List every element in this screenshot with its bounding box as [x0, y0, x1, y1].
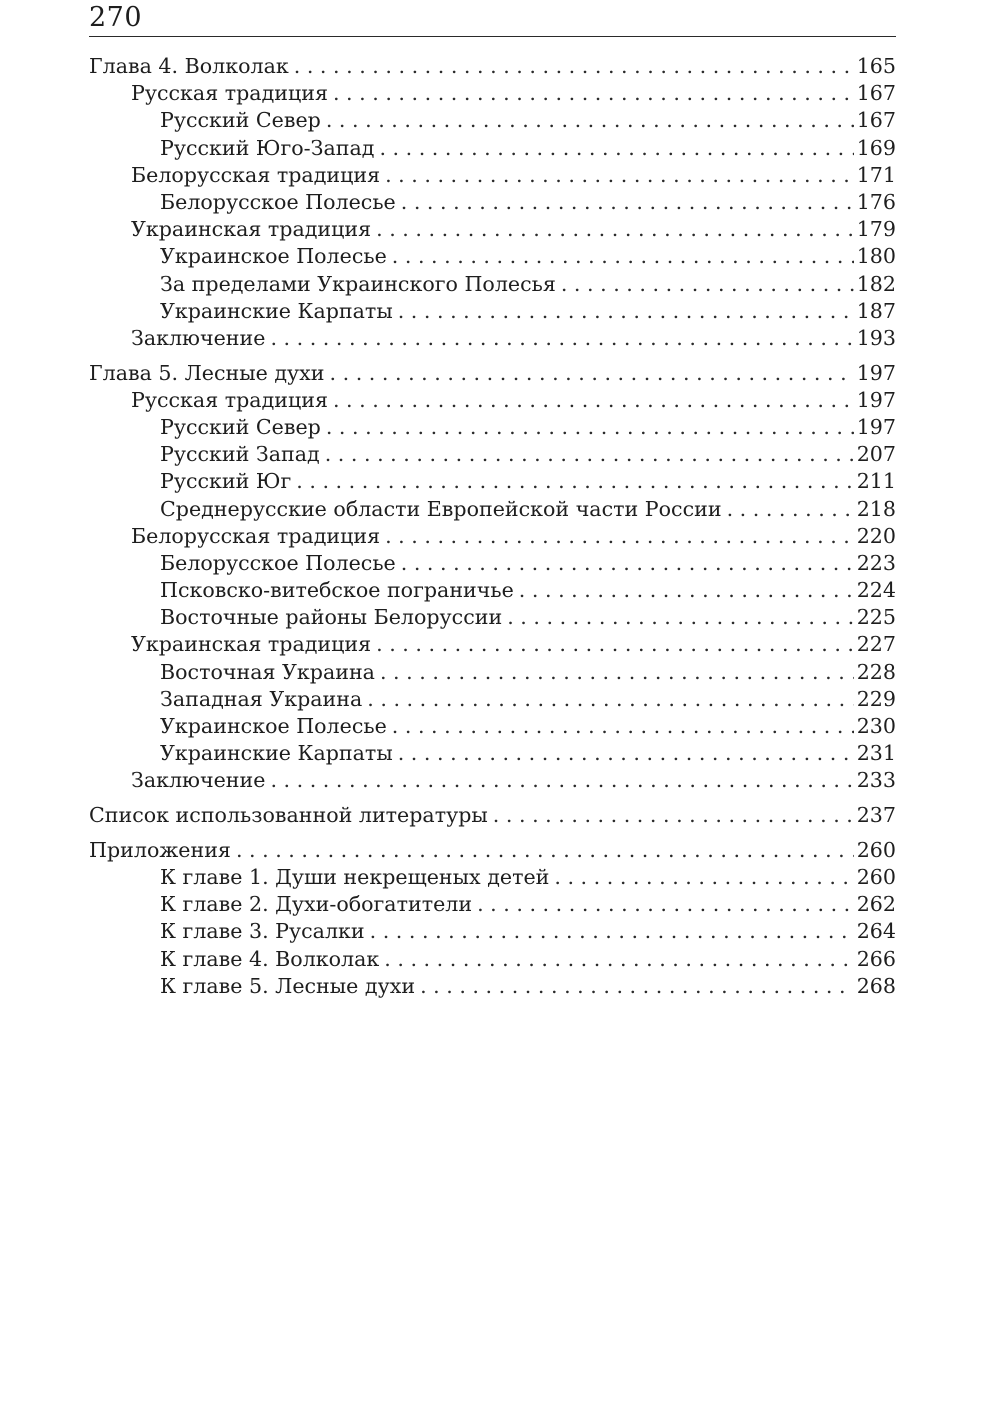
toc-entry-title: Глава 4. Волколак [89, 54, 289, 78]
toc-entry[interactable] [89, 577, 896, 604]
toc-leader-dots [493, 802, 854, 829]
toc-entry-page: 260 [856, 864, 896, 889]
toc-entry-title: Псковско-витебское пограничье [160, 578, 514, 603]
toc-leader-dots [420, 973, 854, 1000]
toc-leader-dots [270, 325, 853, 352]
toc-entry-title: Русский Север [160, 108, 321, 133]
toc-leader-dots [477, 891, 854, 918]
toc-entry-page: 223 [856, 550, 896, 575]
toc-entry-title: Русский Север [160, 414, 321, 439]
toc-entry[interactable] [89, 740, 896, 767]
toc-entry-page: 207 [856, 442, 896, 467]
toc-entry-page: 268 [856, 973, 896, 998]
toc-entry-title: К главе 4. Волколак [160, 946, 380, 971]
toc-entry[interactable] [89, 271, 896, 298]
toc-entry-page: 197 [856, 360, 896, 385]
toc-entry-page: 220 [856, 523, 896, 548]
toc-entry[interactable] [89, 80, 896, 107]
toc-entry[interactable] [89, 135, 896, 162]
toc-entry-page: 264 [856, 919, 896, 944]
toc-entry-page: 179 [856, 217, 896, 242]
toc-entry[interactable] [89, 298, 896, 325]
toc-entry-page: 165 [856, 54, 896, 78]
toc-entry-page: 229 [856, 686, 896, 711]
toc-entry-title: Список использованной литературы [89, 803, 488, 828]
toc-entry[interactable] [89, 325, 896, 352]
toc-leader-dots [296, 468, 853, 495]
toc-entry-page: 260 [856, 837, 896, 862]
toc-entry-title: Среднерусские области Европейской части России [160, 496, 722, 521]
toc-entry[interactable] [89, 713, 896, 740]
toc-leader-dots [385, 162, 854, 189]
toc-leader-dots [392, 243, 854, 270]
toc-entry[interactable] [89, 162, 896, 189]
toc-entry[interactable] [89, 523, 896, 550]
header-rule [89, 36, 896, 37]
toc-entry[interactable] [89, 973, 896, 1000]
toc-entry[interactable] [89, 53, 896, 80]
toc-entry-page: 193 [856, 325, 896, 350]
toc-entry-page: 167 [856, 108, 896, 133]
toc-entry[interactable] [89, 441, 896, 468]
toc-leader-dots [380, 659, 854, 686]
toc-entry-page: 233 [856, 768, 896, 793]
toc-entry-title: Глава 5. Лесные духи [89, 360, 325, 385]
toc-entry-page: 231 [856, 741, 896, 766]
toc-leader-dots [727, 496, 854, 523]
toc-entry[interactable] [89, 387, 896, 414]
toc-leader-dots [325, 441, 854, 468]
toc-entry-title: Восточные районы Белоруссии [160, 605, 503, 630]
toc-entry[interactable] [89, 837, 896, 864]
toc-leader-dots [333, 80, 854, 107]
toc-entry[interactable] [89, 216, 896, 243]
toc-entry-title: Русский Юг [160, 469, 292, 494]
toc-entry[interactable] [89, 550, 896, 577]
toc-entry-title: Русская традиция [131, 387, 328, 412]
toc-entry-title: Русский Запад [160, 442, 320, 467]
toc-entry[interactable] [89, 686, 896, 713]
toc-entry[interactable] [89, 946, 896, 973]
toc-entry-title: Украинская традиция [131, 632, 372, 657]
toc-leader-dots [561, 271, 854, 298]
toc-leader-dots [401, 550, 854, 577]
toc-entry-title: Западная Украина [160, 686, 363, 711]
toc-leader-dots [392, 713, 854, 740]
page-number: 270 [89, 2, 143, 33]
toc-entry[interactable] [89, 243, 896, 270]
toc-leader-dots [519, 577, 854, 604]
toc-entry-page: 262 [856, 892, 896, 917]
table-of-contents [89, 53, 896, 1000]
toc-entry[interactable] [89, 107, 896, 134]
toc-entry-title: Заключение [131, 768, 266, 793]
toc-entry-page: 197 [856, 414, 896, 439]
toc-entry-title: Белорусское Полесье [160, 550, 396, 575]
toc-entry[interactable] [89, 891, 896, 918]
toc-entry[interactable] [89, 496, 896, 523]
toc-leader-dots [376, 216, 854, 243]
toc-entry-page: 227 [856, 632, 896, 657]
toc-leader-dots [376, 631, 854, 658]
toc-entry-title: Русская традиция [131, 81, 328, 106]
toc-entry-title: Украинские Карпаты [160, 298, 393, 323]
toc-entry[interactable] [89, 802, 896, 829]
toc-entry[interactable] [89, 864, 896, 891]
toc-entry-page: 169 [856, 135, 896, 160]
toc-leader-dots [370, 918, 854, 945]
toc-entry[interactable] [89, 659, 896, 686]
toc-entry-page: 230 [856, 714, 896, 738]
toc-entry-title: Белорусская традиция [131, 162, 381, 187]
toc-entry[interactable] [89, 360, 896, 387]
toc-entry-title: Русский Юго-Запад [160, 135, 375, 160]
toc-entry[interactable] [89, 631, 896, 658]
toc-entry-page: 187 [856, 298, 896, 323]
toc-entry-page: 266 [856, 946, 896, 971]
toc-entry-page: 182 [856, 271, 896, 296]
toc-leader-dots [398, 740, 854, 767]
toc-entry-page: 176 [856, 189, 896, 214]
toc-entry-title: Украинские Карпаты [160, 741, 393, 766]
toc-entry[interactable] [89, 414, 896, 441]
toc-entry-title: Восточная Украина [160, 659, 375, 684]
toc-entry-page: 167 [856, 81, 896, 106]
toc-entry-page: 228 [856, 659, 896, 684]
toc-entry-title: За пределами Украинского Полесья [160, 271, 556, 296]
toc-entry-page: 225 [856, 605, 896, 630]
toc-leader-dots [330, 360, 854, 387]
toc-leader-dots [398, 298, 854, 325]
toc-leader-dots [333, 387, 854, 414]
toc-leader-dots [270, 767, 853, 794]
toc-leader-dots [326, 414, 854, 441]
toc-entry-page: 224 [856, 578, 896, 603]
toc-leader-dots [554, 864, 853, 891]
toc-entry-page: 180 [856, 244, 896, 269]
toc-leader-dots [367, 686, 853, 713]
toc-entry-title: К главе 5. Лесные духи [160, 973, 416, 998]
toc-entry-title: Белорусское Полесье [160, 189, 396, 214]
toc-entry-page: 211 [856, 469, 896, 494]
toc-leader-dots [385, 523, 854, 550]
toc-entry-title: К главе 1. Души некрещеных детей [160, 864, 550, 889]
toc-entry-title: К главе 2. Духи-обогатители [160, 892, 473, 917]
toc-entry-page: 197 [856, 387, 896, 412]
toc-entry-title: К главе 3. Русалки [160, 919, 365, 944]
toc-entry[interactable] [89, 468, 896, 495]
toc-entry[interactable] [89, 918, 896, 945]
toc-entry-title: Белорусская традиция [131, 523, 381, 548]
toc-leader-dots [326, 107, 854, 134]
toc-leader-dots [384, 946, 853, 973]
toc-entry-title: Украинское Полесье [160, 714, 387, 738]
toc-leader-dots [401, 189, 854, 216]
toc-entry[interactable] [89, 767, 896, 794]
toc-leader-dots [379, 135, 853, 162]
toc-leader-dots [294, 53, 854, 80]
toc-entry-page: 171 [856, 162, 896, 187]
toc-leader-dots [507, 604, 853, 631]
toc-entry-title: Украинская традиция [131, 217, 372, 242]
toc-entry-title: Приложения [89, 837, 231, 862]
toc-entry-title: Украинское Полесье [160, 244, 387, 269]
toc-entry[interactable] [89, 189, 896, 216]
toc-entry-page: 218 [856, 496, 896, 521]
toc-entry[interactable] [89, 604, 896, 631]
toc-entry-page: 237 [856, 803, 896, 828]
toc-leader-dots [236, 837, 854, 864]
toc-entry-title: Заключение [131, 325, 266, 350]
